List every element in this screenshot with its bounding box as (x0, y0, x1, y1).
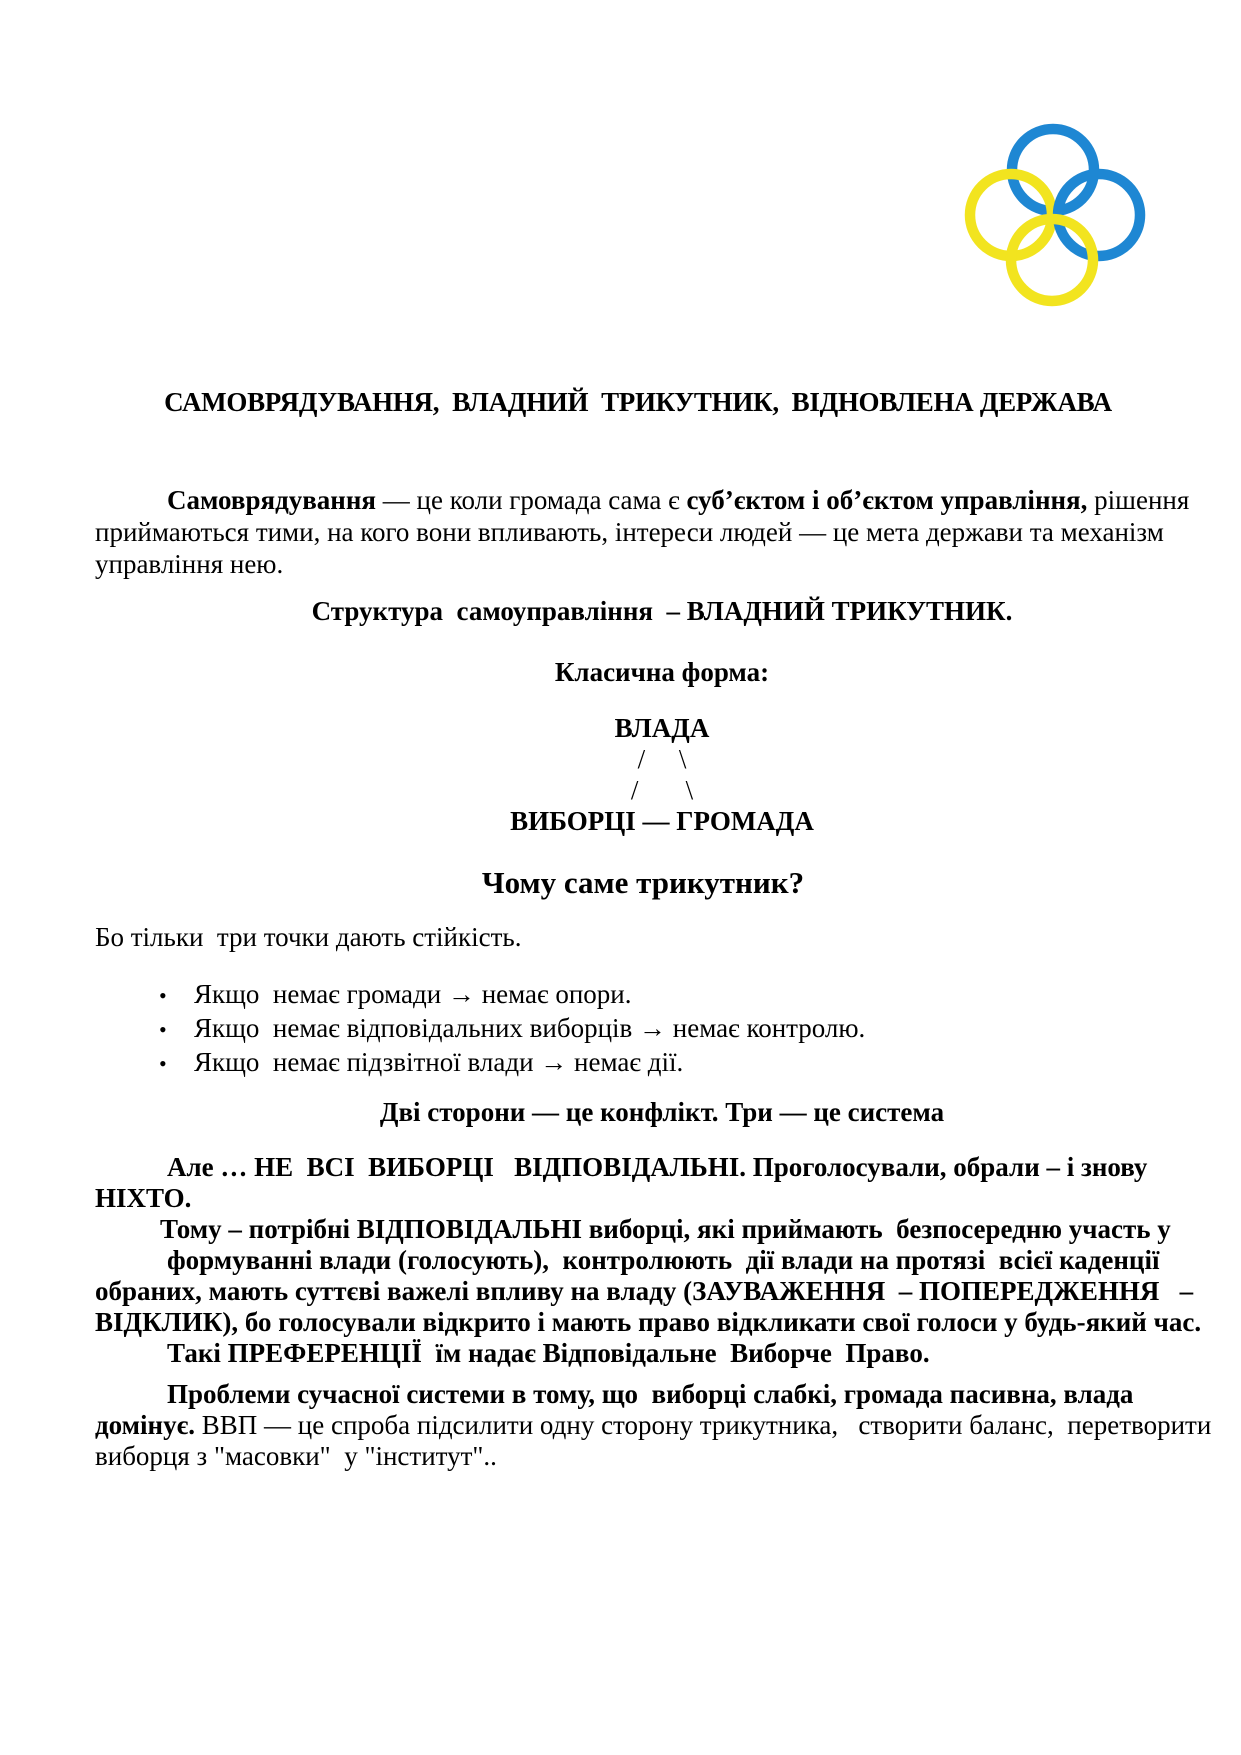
bold-text-run: формуванні влади (голосують), контролюють дії влади на протязі всієї каденції (167, 1245, 1160, 1275)
bullet-icon: • (159, 1051, 167, 1076)
document-title: САМОВРЯДУВАННЯ, ВЛАДНИЙ ТРИКУТНИК, ВІДНОВЛЕНА ДЕРЖАВА (164, 387, 1112, 417)
text-run: виборця з "масовки" у "інститут".. (95, 1441, 497, 1471)
power-triangle-diagram (95, 713, 1141, 837)
text-line (95, 1214, 1171, 1245)
bullet-icon: • (159, 1017, 167, 1042)
text-line (95, 1245, 1160, 1276)
bold-text-run: домінує. (95, 1410, 196, 1440)
bold-text-run: Тому – потрібні ВІДПОВІДАЛЬНІ виборці, які приймають безпосередню участь у (160, 1214, 1171, 1244)
bullet-icon: • (159, 983, 167, 1008)
text-line (95, 1307, 1202, 1338)
text-run: рішення (1087, 485, 1190, 515)
structure-heading: Структура самоуправління – ВЛАДНИЙ ТРИКУТНИК. (311, 596, 1013, 626)
text-line: Бо тільки три точки дають стійкість. (95, 922, 522, 952)
bold-text-run: Проблеми сучасної системи в тому, що виборці слабкі, громада пасивна, влада (167, 1379, 1134, 1409)
bold-text-run: суб’єктом і об’єктом управління, (686, 485, 1088, 515)
not-all-voters-paragraph (95, 1152, 1148, 1214)
bullet-text: Якщо немає відповідальних виборців → немає контролю. (194, 1013, 866, 1043)
bold-text-run: обраних, мають суттєві важелі впливу на владу (ЗАУВАЖЕННЯ – ПОПЕРЕДЖЕННЯ – (95, 1276, 1194, 1306)
bold-text-run: Але … НЕ ВСІ ВИБОРЦІ ВІДПОВІДАЛЬНІ. Проголосували, обрали – і знову (167, 1152, 1148, 1182)
bold-text-run: Такі ПРЕФЕРЕНЦІЇ їм надає Відповідальне Виборче Право. (167, 1338, 930, 1368)
bullet-text: Якщо немає підзвітної влади → немає дії. (194, 1047, 684, 1077)
text-line (95, 516, 1164, 548)
triangle-bottom-label: ВИБОРЦІ — ГРОМАДА (510, 806, 814, 836)
text-line (95, 1276, 1194, 1307)
stability-line (95, 921, 1141, 953)
intro-paragraph (95, 484, 1190, 580)
bold-text-run: Самоврядування (167, 485, 377, 515)
bold-text-run: ВІДКЛИК), бо голосували відкрито і мають право відкликати свої голоси у будь-який час. (95, 1307, 1202, 1337)
text-line (95, 484, 1190, 516)
text-run: — це коли громада сама є (376, 485, 687, 515)
list-item (95, 1012, 1141, 1046)
text-line (95, 1410, 1212, 1441)
text-line (95, 1152, 1148, 1183)
triangle-slashes-row2: / \ (630, 775, 694, 805)
text-line (95, 1379, 1141, 1410)
text-run: приймаються тими, на кого вони впливають, інтереси людей — це мета держави та механізм (95, 517, 1164, 547)
text-run: ВВП — це спроба підсилити одну сторону трикутника, створити баланс, перетворити (195, 1410, 1212, 1440)
list-item (95, 1046, 1141, 1080)
text-line (95, 1183, 1141, 1214)
text-line (95, 1441, 1141, 1472)
two-sides-heading: Дві сторони — це конфлікт. Три — це система (379, 1097, 945, 1127)
bullet-text: Якщо немає громади → немає опори. (194, 979, 632, 1009)
problems-paragraph (95, 1379, 1212, 1472)
list-item (95, 978, 1141, 1012)
document-content (95, 0, 1212, 1472)
classic-form-heading: Класична форма: (554, 657, 770, 687)
text-run: управління нею. (95, 549, 284, 579)
text-line (95, 1338, 1141, 1369)
triangle-top-label: ВЛАДА (614, 713, 710, 743)
text-line (95, 548, 1141, 580)
why-triangle-heading: Чому саме трикутник? (481, 865, 805, 900)
triangle-slashes-row1: / \ (637, 744, 687, 774)
responsible-voters-paragraph (95, 1214, 1202, 1369)
bullet-list (95, 978, 1141, 1080)
bold-text-run: НІХТО. (95, 1183, 192, 1213)
